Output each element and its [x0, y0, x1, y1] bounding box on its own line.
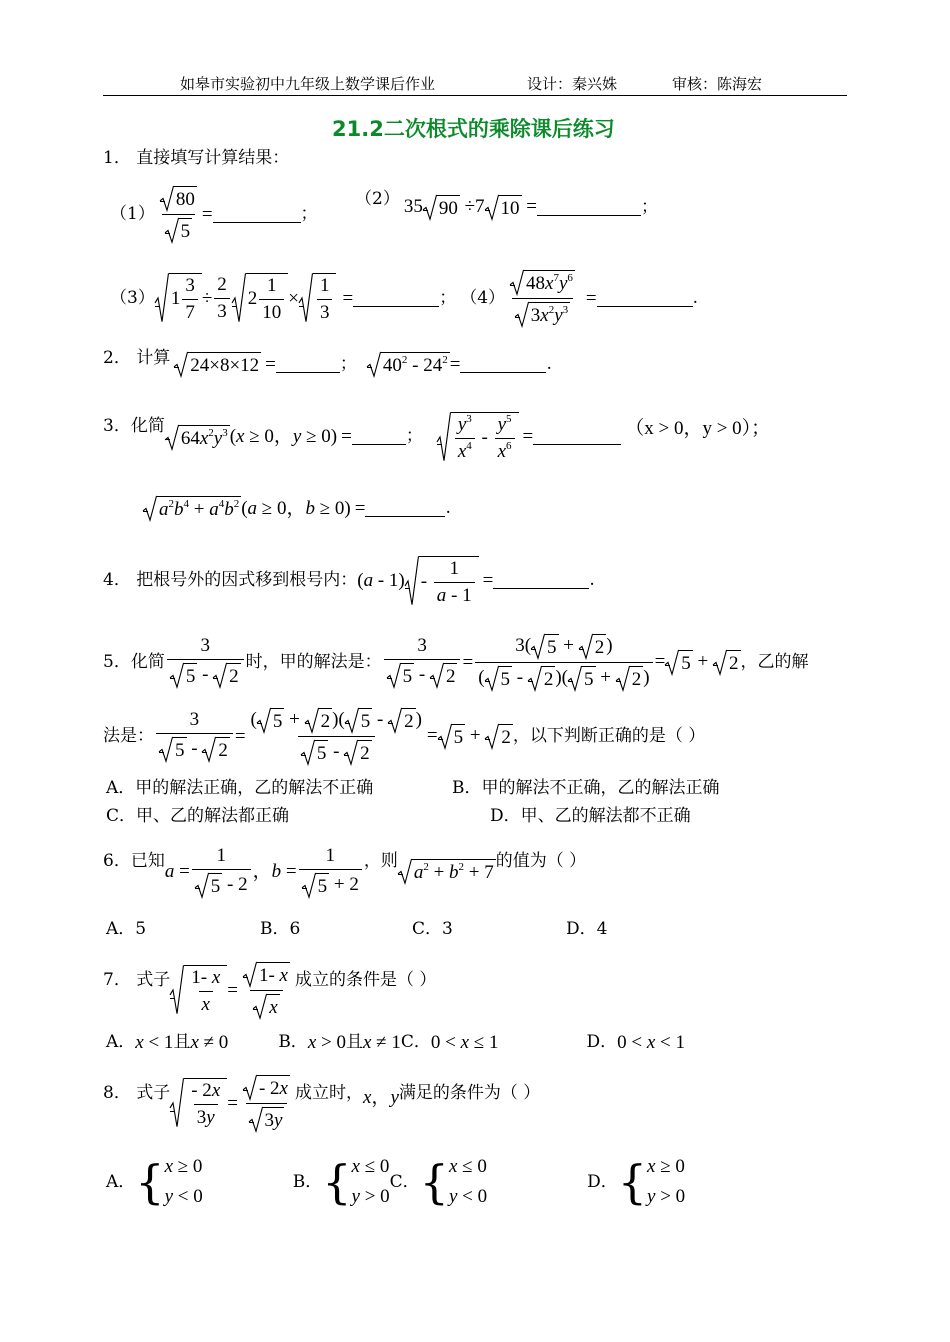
radical-sign-icon	[301, 740, 315, 765]
q7-option-c[interactable]: C．	[400, 1032, 431, 1052]
radical-sign-icon	[485, 195, 499, 220]
q5-stem: 5．化简	[103, 651, 165, 672]
radical-sign-icon	[253, 994, 267, 1019]
q7-option-b[interactable]: B．	[278, 1032, 308, 1052]
q1-p2-semicolon: ；	[640, 196, 658, 217]
q8-tail: 成立时，	[294, 1082, 363, 1103]
q8-stem: 8． 式子	[103, 1082, 171, 1103]
radical-sign-icon	[159, 737, 173, 762]
q1-p1-answer-blank[interactable]	[213, 206, 301, 223]
q3-semicolon: ；	[405, 426, 423, 447]
q8-options: A． { x ≥ 0 y < 0 B． { x ≤ 0 y > 0 C． { x ≤ 0 y < 0 D． { x ≥ 0 y > 0	[106, 1155, 686, 1210]
q1-p3-semicolon: ；	[439, 287, 457, 308]
q6-option-b[interactable]: B．6	[260, 919, 301, 939]
q6-option-d[interactable]: D．4	[566, 919, 608, 939]
radical-sign-icon	[579, 634, 593, 659]
q8-option-b[interactable]: B．	[292, 1171, 323, 1192]
q3-c-answer-blank[interactable]	[365, 500, 445, 517]
q7-options: A． x < 1 且 x ≠ 0 B． x > 0 且 x ≠ 1 C． 0 < x ≤ 1 D． 0 < x < 1	[106, 1032, 685, 1053]
q1-p3-label: （3）	[110, 287, 155, 308]
q8-option-d[interactable]: D．	[587, 1171, 618, 1192]
q3-line1: 3．化简 $64x^2y^3$ (x ≥ 0，y ≥ 0) = ； $\frac{y^3}{x^4}$ - $\frac{y^5}{x^6}$ = （x > 0，y > 0）；	[103, 413, 771, 462]
radical-sign-icon	[515, 302, 529, 327]
radical-sign-icon	[437, 412, 451, 462]
q7-option-a[interactable]: A．	[106, 1032, 136, 1052]
q3-period: .	[445, 497, 451, 518]
q7-and-a: 且	[173, 1032, 191, 1052]
q6-option-c[interactable]: C．3	[412, 919, 453, 939]
radical-sign-icon	[243, 962, 257, 987]
radical-sign-icon	[485, 666, 499, 691]
q4-answer-blank[interactable]	[493, 572, 589, 589]
radical-sign-icon	[344, 740, 358, 765]
radical-sign-icon	[299, 273, 313, 323]
q2-a-answer-blank[interactable]	[276, 356, 340, 373]
radical-sign-icon	[213, 663, 227, 688]
q5-option-b[interactable]: B．甲的解法不正确，乙的解法正确	[452, 778, 720, 798]
q4-period: .	[589, 570, 595, 591]
radical-sign-icon	[388, 708, 402, 733]
q1-p4-period: .	[692, 287, 699, 308]
q1-p1-label: （1）	[110, 203, 155, 224]
radical-sign-icon	[143, 496, 157, 521]
radical-sign-icon	[510, 270, 524, 295]
q1-part3: （3） 1 $\frac{3}{7}$ ÷ $\frac{2}{3}$ 2 $\frac{1}{10}$ × $\frac{1}{3}$ = ； （4） $\frac{48x^7y^6}{3x^2y^3}$ = .	[110, 272, 699, 326]
header-reviewer: 审核：陈海宏	[672, 75, 763, 93]
q7-line: 7． 式子 $\frac{1- x}{x}$ = $\frac{1- x}{x}$ 成立的条件是（ ）	[103, 962, 436, 1019]
q6-then: ，则	[363, 851, 398, 872]
q8-option-a[interactable]: A．	[106, 1171, 136, 1192]
q5-option-d[interactable]: D．甲、乙的解法都不正确	[490, 806, 691, 826]
q4-line: 4． 把根号外的因式移到根号内： (a - 1) - $\frac{1}{a - 1}$ = .	[103, 558, 595, 606]
radical-sign-icon	[398, 859, 412, 884]
radical-sign-icon	[568, 666, 582, 691]
q5-option-a[interactable]: A．甲的解法正确，乙的解法不正确	[106, 778, 374, 798]
header-designer: 设计：秦兴姝	[527, 75, 618, 93]
q3-stem: 3．化简	[103, 416, 165, 437]
q5-tail2: ，以下判断正确的是（ ）	[512, 725, 706, 746]
q8-line: 8． 式子 $\frac{- 2x}{3y}$ = $\frac{- 2x}{3y}$ 成立时， x，y 满足的条件为（ ）	[103, 1075, 540, 1132]
radical-sign-icon	[430, 663, 444, 688]
q1-p2-answer-blank[interactable]	[537, 199, 641, 216]
q6-option-a[interactable]: A．5	[106, 919, 147, 939]
q5-mid: 时，甲的解法是：	[245, 651, 382, 672]
radical-sign-icon	[165, 425, 179, 450]
radical-sign-icon	[160, 186, 174, 211]
radical-sign-icon	[438, 724, 452, 749]
page-title: 21.2二次根式的乘除课后练习	[332, 117, 615, 141]
q5-tail: ，乙的解	[740, 651, 809, 672]
q1-p1-fraction: $\frac{80}{5}$	[157, 186, 200, 243]
q1-stem: 1． 直接填写计算结果：	[103, 148, 290, 168]
q8-tail2: 满足的条件为（ ）	[398, 1082, 541, 1103]
radical-sign-icon	[423, 195, 437, 220]
q1-p1-semicolon: ；	[300, 203, 318, 224]
radical-sign-icon	[155, 273, 169, 323]
radical-sign-icon	[305, 708, 319, 733]
radical-sign-icon	[528, 666, 542, 691]
header-rule	[103, 95, 847, 96]
radical-sign-icon	[485, 724, 499, 749]
radical-sign-icon	[170, 965, 184, 1015]
radical-sign-icon	[195, 873, 209, 898]
q1-p2-label: （2）	[355, 188, 400, 209]
radical-sign-icon	[232, 273, 246, 323]
q7-and-b: 且	[345, 1032, 363, 1052]
radical-sign-icon	[165, 218, 179, 243]
q5-option-c[interactable]: C．甲、乙的解法都正确	[106, 806, 290, 826]
radical-sign-icon	[243, 1075, 257, 1100]
radical-sign-icon	[713, 650, 727, 675]
q6-line: 6．已知 a = 1 5 - 2 ，b = 1 5 + 2 ，则 $a^2 + b^2 + 7$ 的值为（ ）	[103, 845, 587, 897]
radical-sign-icon	[202, 737, 216, 762]
radical-sign-icon	[170, 663, 184, 688]
q7-option-d[interactable]: D．	[586, 1032, 618, 1052]
q1-part2: （2） 35 90 ÷7 10 = ；	[355, 188, 658, 219]
q1-p4-answer-blank[interactable]	[597, 290, 693, 307]
radical-sign-icon	[616, 666, 630, 691]
q4-stem: 4． 把根号外的因式移到根号内：	[103, 570, 358, 591]
q6-stem: 6．已知	[103, 851, 165, 872]
q2-b-answer-blank[interactable]	[460, 356, 546, 373]
radical-sign-icon	[531, 634, 545, 659]
radical-sign-icon	[405, 556, 419, 606]
q5-line2-label: 法是：	[103, 725, 154, 746]
q3-condition: （x > 0，y > 0）；	[625, 418, 771, 440]
q2-stem: 2． 计算	[103, 347, 171, 368]
q8-option-c[interactable]: C．	[389, 1171, 420, 1192]
header-school: 如皋市实验初中九年级上数学课后作业	[180, 75, 436, 93]
radical-sign-icon	[174, 352, 188, 377]
radical-sign-icon	[387, 663, 401, 688]
q5-line2: 法是： 3 5 - 2 = ( 5 + 2 )( 5 - 2 ) 5 - 2 = 5 + 2 ，以下判断正确的是（ ）	[103, 708, 706, 764]
q5-line1: 5．化简 3 5 - 2 时，甲的解法是： 3 5 - 2 = 3( 5 + 2 ) ( 5 - 2 )( 5 + 2 ) = 5 + 2 ，乙的解	[103, 634, 809, 690]
q3-a-answer-blank[interactable]	[352, 428, 406, 445]
radical-sign-icon	[367, 352, 381, 377]
radical-sign-icon	[170, 1078, 184, 1128]
q6-tail: 的值为（ ）	[495, 851, 587, 872]
q2-semicolon: ；	[339, 353, 357, 374]
radical-sign-icon	[257, 708, 271, 733]
q1-p3-answer-blank[interactable]	[353, 290, 439, 307]
radical-sign-icon	[302, 873, 316, 898]
q7-stem: 7． 式子	[103, 969, 171, 990]
q1-part1: （1） $\frac{80}{5}$ = ；	[110, 186, 318, 243]
q2-period: .	[546, 353, 552, 374]
q7-tail: 成立的条件是（ ）	[294, 969, 437, 990]
q1-p4-label: （4）	[460, 287, 506, 308]
radical-sign-icon	[345, 708, 359, 733]
q2-line: 2． 计算 24×8×12 = ； $40^2 - 24^2$ = .	[103, 347, 552, 376]
radical-sign-icon	[665, 650, 679, 675]
radical-sign-icon	[249, 1107, 263, 1132]
q1-p4-fraction: $\frac{48x^7y^6}{3x^2y^3}$	[507, 270, 578, 327]
q3-b-answer-blank[interactable]	[533, 428, 621, 445]
q3-line2: $a^2b^4 + a^4b^2$ (a ≥ 0，b ≥ 0) = .	[143, 496, 451, 521]
